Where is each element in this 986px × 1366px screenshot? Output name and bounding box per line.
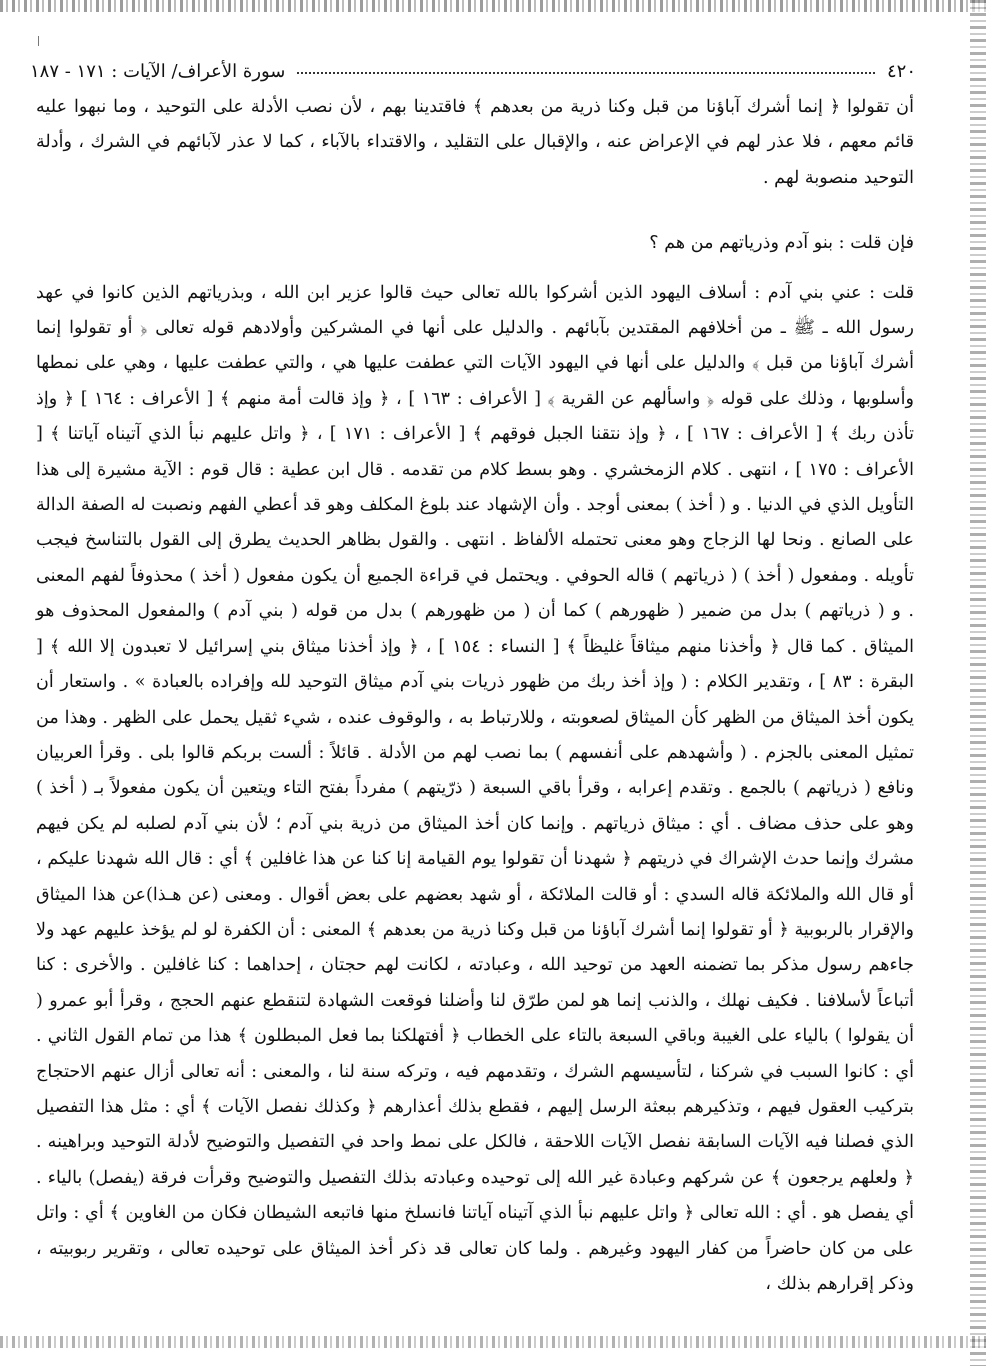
running-title: سورة الأعراف/ الآيات : ١٧١ - ١٨٧ — [30, 60, 286, 82]
paragraph-answer: قلت : عني بني آدم : أسلاف اليهود الذين أشركوا بالله تعالى حيث قالوا عزير ابن الله ، وبذرياتهم الذين كانوا في عهد رسول الله ـ ﷺ ـ من أخلافهم المقتدين بآبائهم . والدليل على أنها في المشركين وأولادهم قوله تعالى ﴿ أو تقولوا إنما أشرك آباؤنا من قبل ﴾ والدليل على أنها في اليهود الآيات التي عطفت عليها هي ، والتي عطفت عليها ، وهي على نمطها وأسلوبها ، وذلك على قوله ﴿ واسألهم عن القرية ﴾ [ الأعراف : ١٦٣ ] ، ﴿ وإذ قالت أمة منهم ﴾ [ الأعراف : ١٦٤ ] ﴿ وإذ تأذن ربك ﴾ [ الأعراف : ١٦٧ ] ، ﴿ وإذ نتقنا الجبل فوقهم ﴾ [ الأعراف : ١٧١ ] ، ﴿ واتل عليهم نبأ الذي آتيناه آياتنا ﴾ [ الأعراف : ١٧٥ ] ، انتهى . كلام الزمخشري . وهو بسط كلام من تقدمه . قال ابن عطية : قال قوم : الآية مشيرة إلى هذا التأويل الذي في الدنيا . و ( أخذ ) بمعنى أوجد . وأن الإشهاد عند بلوغ المكلف وهو قد أعطي الفهم ونصبت له الصفة الدالة على الصانع . ونحا لها الزجاج وهو معنى تحتمله الألفاظ . انتهى . والقول بظاهر الحديث يطرق إلى القول بالتناسخ فيجب تأويله . ومفعول ( أخذ ) ( ذرياتهم ) قاله الحوفي . ويحتمل في قراءة الجميع أن يكون مفعول ( أخذ ) محذوفاً لفهم المعنى . و ( ذرياتهم ) بدل من ضمير ( ظهورهم ) كما أن ( من ظهورهم ) بدل من قوله ( بني آدم ) والمفعول المحذوف هو الميثاق . كما قال ﴿ وأخذنا منهم ميثاقاً غليظاً ﴾ [ النساء : ١٥٤ ] ، ﴿ وإذ أخذنا ميثاق بني إسرائيل لا تعبدون إلا الله ﴾ [ البقرة : ٨٣ ] ، وتقدير الكلام : ( وإذ أخذ ربك من ظهور ذريات بني آدم ميثاق التوحيد لله وإفراده بالعبادة » . واستعار أن يكون أخذ الميثاق من الظهر كأن الميثاق لصعوبته ، وللارتباط به ، والوقوف عنده ، شيء ثقيل يحمل على الظهر . وهذا من تمثيل المعنى بالجزم . ( وأشهدهم على أنفسهم ) بما نصب لهم من الأدلة . قائلاً : ألست بربكم قالوا بلى . وقرأ العربيان ونافع ( ذرياتهم ) بالجمع . وتقدم إعرابه ، وقرأ باقي السبعة ( ذرّيتهم ) مفرداً بفتح التاء ويتعين أن يكون مفعولاً بـ ( أخذ ) وهو على حذف مضاف . أي : ميثاق ذرياتهم . وإنما كان أخذ الميثاق من ذرية بني آدم ؛ لأن بني آدم لصلبه لم يكن فيهم مشرك وإنما حدث الإشراك في ذريتهم ﴿ شهدنا أن تقولوا يوم القيامة إنا كنا عن هذا غافلين ﴾ أي : قال الله شهدنا عليكم ، أو قال الله والملائكة قاله السدي : أو قالت الملائكة ، أو شهد بعضهم على بعض أقوال . ومعنى (عن هـذا)عن هذا الميثاق والإقرار بالربوبية ﴿ أو تقولوا إنما أشرك آباؤنا من قبل وكنا ذرية من بعدهم ﴾ المعنى : أن الكفرة لو لم يؤخذ عليهم عهد ولا جاءهم رسول مذكر بما تضمنه العهد من توحيد الله ، وعبادته ، لكانت لهم حجتان ، إحداهما : كنا غافلين . والأخرى : كنا أتباعاً لأسلافنا . فكيف نهلك ، والذنب إنما هو لمن طرّق لنا وأضلنا فوقعت الشهادة لتنقطع عنهم الحجج ، وقرأ أبو عمرو ( أن يقولوا ) بالياء على الغيبة وباقي السبعة بالتاء على الخطاب ﴿ أفتهلكنا بما فعل المبطلون ﴾ هذا من تمام القول الثاني . أي : كانوا السبب في شركنا ، لتأسيسهم الشرك ، وتقدمهم فيه ، وتركه سنة لنا ، والمعنى : أنه تعالى أزال عنهم الاحتجاج بتركيب العقول فيهم ، وتذكيرهم ببعثة الرسل إليهم ، فقطع بذلك أعذارهم ﴿ وكذلك نفصل الآيات ﴾ أي : مثل هذا التفصيل الذي فصلنا فيه الآيات السابقة نفصل الآيات اللاحقة ، فالكل على نمط واحد في التفصيل والتوضيح لأدلة التوحيد وبراهينه . ﴿ ولعلهم يرجعون ﴾ عن شركهم وعبادة غير الله إلى توحيده وعبادته بذلك التفصيل والتوضيح وقرأت فرقة (يفصل) بالياء . أي يفصل هو . أي : الله تعالى ﴿ واتل عليهم نبأ الذي آتيناه آياتنا فانسلخ منها فاتبعه الشيطان فكان من الغاوين ﴾ أي : واتل على من كان حاضراً من كفار اليهود وغيرهم . ولما كان تعالى قد ذكر أخذ الميثاق على توحيده تعالى ، وتقرير ربوبيته ، وذكر إقرارهم بذلك ، — [36, 282, 914, 1294]
header-dotted-leader — [297, 72, 875, 74]
bottom-border-ornament — [0, 1336, 986, 1348]
page-number: ٤٢٠ — [886, 60, 916, 82]
top-border-ornament — [0, 0, 986, 12]
margin-mark — [38, 36, 42, 46]
paragraph-continuation: أن تقولوا ﴿ إنما أشرك آباؤنا من قبل وكنا ذرية من بعدهم ﴾ فاقتدينا بهم ، لأن نصب الأدلة على التوحيد ، وما نبهوا عليه قائم معهم ، فلا عذر لهم في الإعراض عنه ، والإقبال على التقليد ، والاقتداء بالآباء ، كما لا عذر لآبائهم في الشرك ، وأدلة التوحيد منصوبة لهم . — [36, 97, 914, 188]
right-border-ornament — [970, 0, 986, 1366]
page-header — [30, 56, 916, 86]
main-text — [36, 90, 914, 1302]
paragraph-question: فإن قلت : بنو آدم وذرياتهم من هم ؟ — [649, 233, 914, 254]
